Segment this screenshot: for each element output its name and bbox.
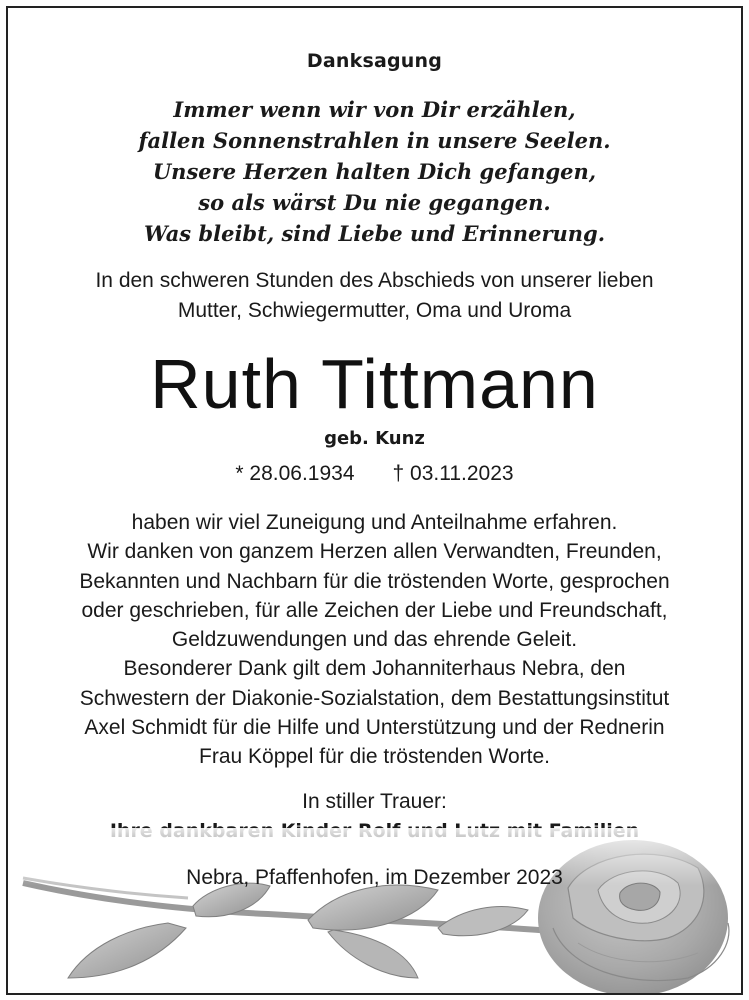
thanks-line: Frau Köppel für die tröstenden Worte. xyxy=(199,745,550,769)
obituary-card xyxy=(6,6,743,995)
deceased-name: Ruth Tittmann xyxy=(150,345,599,423)
mourning-label: In stiller Trauer: xyxy=(302,790,447,813)
heading: Danksagung xyxy=(306,50,443,72)
poem-line: fallen Sonnenstrahlen in unsere Seelen. xyxy=(138,128,611,153)
intro-line: In den schweren Stunden des Abschieds von unserer lieben xyxy=(95,269,654,292)
thanks-line: oder geschrieben, für alle Zeichen der Liebe und Freundschaft, xyxy=(81,598,668,622)
thanks-line: Schwestern der Diakonie-Sozialstation, dem Bestattungsinstitut xyxy=(79,686,670,710)
thanks-line: Geldzuwendungen und das ehrende Geleit. xyxy=(171,628,578,652)
thanks-line: Bekannten und Nachbarn für die tröstenden Worte, gesprochen xyxy=(79,569,670,593)
rose-fade xyxy=(8,828,741,993)
thanks-line: Axel Schmidt für die Hilfe und Unterstützung und der Rednerin xyxy=(84,716,665,740)
place-and-date: Nebra, Pfaffenhofen, im Dezember 2023 xyxy=(186,866,563,889)
poem-line: so als wärst Du nie gegangen. xyxy=(198,190,551,215)
thanks-line: Besonderer Dank gilt dem Johanniterhaus Nebra, den xyxy=(123,657,626,681)
poem xyxy=(8,94,741,249)
thanks-text xyxy=(8,508,741,772)
birth-date: * 28.06.1934 xyxy=(235,462,355,485)
maiden-name: geb. Kunz xyxy=(324,428,425,449)
poem-line: Immer wenn wir von Dir erzählen, xyxy=(173,97,576,122)
poem-line: Was bleibt, sind Liebe und Erinnerung. xyxy=(143,221,606,246)
intro-text xyxy=(8,266,741,326)
thanks-line: haben wir viel Zuneigung und Anteilnahme erfahren. xyxy=(131,511,618,534)
thanks-line: Wir danken von ganzem Herzen allen Verwandten, Freunden, xyxy=(87,540,662,564)
rose-illustration xyxy=(8,828,741,993)
poem-line: Unsere Herzen halten Dich gefangen, xyxy=(152,159,597,184)
life-dates xyxy=(8,462,741,486)
death-date: † 03.11.2023 xyxy=(392,462,514,485)
intro-line: Mutter, Schwiegermutter, Oma und Uroma xyxy=(177,299,572,322)
